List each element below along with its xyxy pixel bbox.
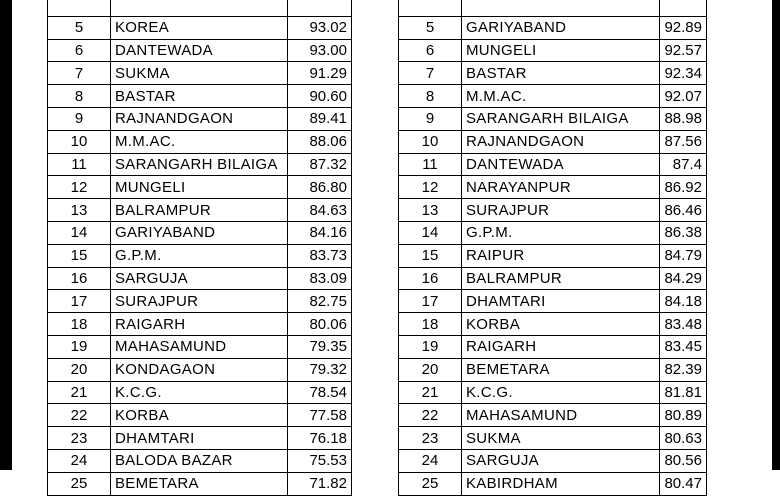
rank-cell: 24 — [48, 449, 111, 472]
rank-cell: 7 — [399, 62, 462, 85]
district-name-cell: SARANGARH BILAIGA — [462, 107, 660, 130]
table-row — [399, 472, 707, 495]
district-name-cell: BASTAR — [111, 85, 288, 108]
table-row — [48, 381, 352, 404]
rank-cell: 10 — [399, 130, 462, 153]
district-name-cell: GARIYABAND — [111, 221, 288, 244]
district-name-cell — [111, 0, 288, 16]
district-name-cell: SURAJPUR — [462, 199, 660, 222]
table-row — [399, 176, 707, 199]
rank-cell: 5 — [399, 16, 462, 39]
rank-cell: 6 — [399, 39, 462, 62]
rank-cell: 20 — [48, 358, 111, 381]
table-row — [399, 244, 707, 267]
district-name-cell: DHAMTARI — [111, 427, 288, 450]
percentage-cell: 88.06 — [288, 130, 352, 153]
district-name-cell: RAJNANDGAON — [111, 107, 288, 130]
table-row — [48, 427, 352, 450]
rank-cell: 9 — [48, 107, 111, 130]
district-name-cell: K.C.G. — [462, 381, 660, 404]
table-row — [48, 244, 352, 267]
district-ranking-table-right — [398, 0, 707, 496]
percentage-cell: 81.81 — [660, 381, 707, 404]
rank-cell: 11 — [399, 153, 462, 176]
rank-cell: 16 — [399, 267, 462, 290]
left-dark-border — [0, 0, 12, 470]
table-row — [399, 221, 707, 244]
rank-cell: 12 — [399, 176, 462, 199]
rank-cell: 15 — [48, 244, 111, 267]
district-name-cell: KABIRDHAM — [462, 472, 660, 495]
district-name-cell: MUNGELI — [462, 39, 660, 62]
rank-cell: 21 — [48, 381, 111, 404]
percentage-cell: 89.41 — [288, 107, 352, 130]
table-row — [48, 85, 352, 108]
table-row — [399, 85, 707, 108]
table-row — [48, 199, 352, 222]
district-name-cell: G.P.M. — [462, 221, 660, 244]
table-row — [48, 221, 352, 244]
percentage-cell: 87.4 — [660, 153, 707, 176]
rank-cell: 8 — [399, 85, 462, 108]
district-name-cell: KONDAGAON — [111, 358, 288, 381]
rank-cell: 23 — [48, 427, 111, 450]
table-row — [48, 290, 352, 313]
percentage-cell: 86.80 — [288, 176, 352, 199]
table-row — [399, 290, 707, 313]
percentage-cell: 83.73 — [288, 244, 352, 267]
district-name-cell — [462, 0, 660, 16]
rank-cell: 21 — [399, 381, 462, 404]
percentage-cell: 82.39 — [660, 358, 707, 381]
percentage-cell: 86.46 — [660, 199, 707, 222]
rank-cell: 14 — [399, 221, 462, 244]
table-row — [48, 62, 352, 85]
district-name-cell: DANTEWADA — [462, 153, 660, 176]
rank-cell: 9 — [399, 107, 462, 130]
rank-cell: 25 — [399, 472, 462, 495]
percentage-cell: 80.56 — [660, 449, 707, 472]
rank-cell: 5 — [48, 16, 111, 39]
district-name-cell: G.P.M. — [111, 244, 288, 267]
percentage-cell: 76.18 — [288, 427, 352, 450]
percentage-cell: 79.35 — [288, 335, 352, 358]
percentage-cell: 93.00 — [288, 39, 352, 62]
district-name-cell: BEMETARA — [111, 472, 288, 495]
percentage-cell — [288, 0, 352, 16]
district-name-cell: GARIYABAND — [462, 16, 660, 39]
percentage-cell: 80.06 — [288, 313, 352, 336]
percentage-cell: 80.89 — [660, 404, 707, 427]
percentage-cell: 83.45 — [660, 335, 707, 358]
district-name-cell: SUKMA — [462, 427, 660, 450]
percentage-cell: 82.75 — [288, 290, 352, 313]
percentage-cell: 86.92 — [660, 176, 707, 199]
rank-cell: 17 — [399, 290, 462, 313]
rank-cell: 23 — [399, 427, 462, 450]
table-row — [399, 267, 707, 290]
district-name-cell: MAHASAMUND — [111, 335, 288, 358]
table-row — [48, 39, 352, 62]
rank-cell: 16 — [48, 267, 111, 290]
percentage-cell: 91.29 — [288, 62, 352, 85]
district-name-cell: BALODA BAZAR — [111, 449, 288, 472]
district-name-cell: K.C.G. — [111, 381, 288, 404]
table-row — [399, 62, 707, 85]
table-row — [48, 335, 352, 358]
district-name-cell: BALRAMPUR — [111, 199, 288, 222]
table-row — [48, 267, 352, 290]
rank-cell: 20 — [399, 358, 462, 381]
table-row — [48, 16, 352, 39]
percentage-cell: 84.18 — [660, 290, 707, 313]
table-row — [48, 107, 352, 130]
rank-cell — [399, 0, 462, 16]
percentage-cell: 77.58 — [288, 404, 352, 427]
rank-cell: 14 — [48, 221, 111, 244]
district-name-cell: RAIGARH — [111, 313, 288, 336]
district-name-cell: RAJNANDGAON — [462, 130, 660, 153]
rank-cell: 19 — [48, 335, 111, 358]
percentage-cell: 83.09 — [288, 267, 352, 290]
percentage-cell: 87.56 — [660, 130, 707, 153]
percentage-cell: 88.98 — [660, 107, 707, 130]
table-row — [399, 427, 707, 450]
district-name-cell: MAHASAMUND — [462, 404, 660, 427]
district-name-cell: SUKMA — [111, 62, 288, 85]
district-name-cell: KORBA — [111, 404, 288, 427]
table-row — [399, 199, 707, 222]
district-name-cell: RAIPUR — [462, 244, 660, 267]
percentage-cell: 90.60 — [288, 85, 352, 108]
rank-cell: 22 — [48, 404, 111, 427]
table-row — [399, 130, 707, 153]
percentage-cell: 71.82 — [288, 472, 352, 495]
percentage-cell: 84.79 — [660, 244, 707, 267]
rank-cell: 22 — [399, 404, 462, 427]
percentage-cell: 92.89 — [660, 16, 707, 39]
percentage-cell: 92.34 — [660, 62, 707, 85]
percentage-cell: 86.38 — [660, 221, 707, 244]
rank-cell: 19 — [399, 335, 462, 358]
percentage-cell: 80.47 — [660, 472, 707, 495]
table-row — [399, 381, 707, 404]
table-row — [48, 130, 352, 153]
rank-cell: 13 — [48, 199, 111, 222]
table-row — [399, 313, 707, 336]
district-name-cell: BALRAMPUR — [462, 267, 660, 290]
table-row — [399, 449, 707, 472]
district-name-cell: SARGUJA — [462, 449, 660, 472]
rank-cell: 10 — [48, 130, 111, 153]
table-row — [399, 16, 707, 39]
percentage-cell: 83.48 — [660, 313, 707, 336]
percentage-cell: 87.32 — [288, 153, 352, 176]
percentage-cell: 80.63 — [660, 427, 707, 450]
rank-cell: 11 — [48, 153, 111, 176]
table-row — [48, 472, 352, 495]
rank-cell: 13 — [399, 199, 462, 222]
district-name-cell: DHAMTARI — [462, 290, 660, 313]
district-name-cell: NARAYANPUR — [462, 176, 660, 199]
table-row — [399, 335, 707, 358]
percentage-cell: 84.63 — [288, 199, 352, 222]
district-name-cell: KOREA — [111, 16, 288, 39]
rank-cell: 25 — [48, 472, 111, 495]
rank-cell — [48, 0, 111, 16]
percentage-cell: 93.02 — [288, 16, 352, 39]
table-row — [48, 153, 352, 176]
table-row — [48, 358, 352, 381]
rank-cell: 15 — [399, 244, 462, 267]
rank-cell: 18 — [399, 313, 462, 336]
district-name-cell: BEMETARA — [462, 358, 660, 381]
rank-cell: 17 — [48, 290, 111, 313]
percentage-cell: 75.53 — [288, 449, 352, 472]
right-dark-border — [772, 0, 780, 470]
rank-cell: 6 — [48, 39, 111, 62]
table-row — [399, 39, 707, 62]
district-name-cell: DANTEWADA — [111, 39, 288, 62]
table-row — [399, 107, 707, 130]
percentage-cell: 78.54 — [288, 381, 352, 404]
percentage-cell: 79.32 — [288, 358, 352, 381]
district-name-cell: BASTAR — [462, 62, 660, 85]
district-name-cell: MUNGELI — [111, 176, 288, 199]
percentage-cell: 84.16 — [288, 221, 352, 244]
rank-cell: 24 — [399, 449, 462, 472]
table-row — [48, 176, 352, 199]
table-row — [399, 0, 707, 16]
district-name-cell: M.M.AC. — [111, 130, 288, 153]
percentage-cell — [660, 0, 707, 16]
table-row — [399, 404, 707, 427]
district-ranking-table-left — [47, 0, 352, 496]
rank-cell: 18 — [48, 313, 111, 336]
district-name-cell: SURAJPUR — [111, 290, 288, 313]
district-name-cell: KORBA — [462, 313, 660, 336]
rank-cell: 7 — [48, 62, 111, 85]
table-row — [48, 404, 352, 427]
district-name-cell: RAIGARH — [462, 335, 660, 358]
district-name-cell: M.M.AC. — [462, 85, 660, 108]
table-row — [48, 313, 352, 336]
percentage-cell: 84.29 — [660, 267, 707, 290]
table-row — [399, 153, 707, 176]
percentage-cell: 92.07 — [660, 85, 707, 108]
district-name-cell: SARGUJA — [111, 267, 288, 290]
table-row — [48, 449, 352, 472]
table-row — [399, 358, 707, 381]
table-row — [48, 0, 352, 16]
district-name-cell: SARANGARH BILAIGA — [111, 153, 288, 176]
percentage-cell: 92.57 — [660, 39, 707, 62]
rank-cell: 12 — [48, 176, 111, 199]
rank-cell: 8 — [48, 85, 111, 108]
